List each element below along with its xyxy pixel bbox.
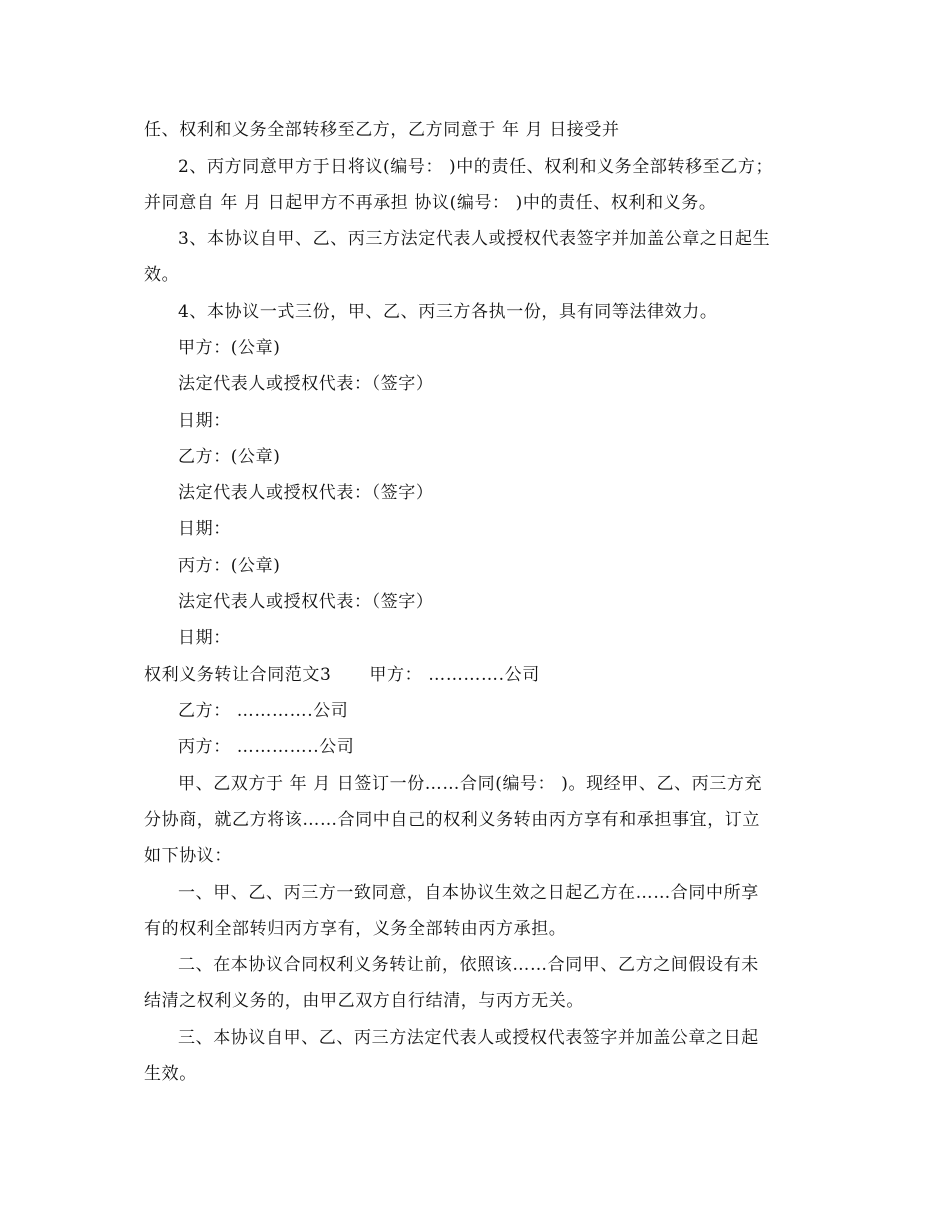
paragraph-line: 有的权利全部转归丙方享有，义务全部转由丙方承担。 <box>144 919 567 939</box>
paragraph-line: 如下协议： <box>144 846 232 866</box>
signature-party-a: 甲方：(公章) <box>178 338 281 358</box>
signature-party-c: 丙方：(公章) <box>178 556 281 576</box>
party-c-line: 丙方： …………..公司 <box>178 737 355 757</box>
paragraph-line: 一、甲、乙、丙三方一致同意，自本协议生效之日起乙方在……合同中所享 <box>178 883 759 903</box>
signature-rep: 法定代表人或授权代表：（签字） <box>178 592 434 612</box>
paragraph-line: 结清之权利义务的，由甲乙双方自行结清，与丙方无关。 <box>144 991 584 1011</box>
signature-rep: 法定代表人或授权代表：（签字） <box>178 374 434 394</box>
signature-date: 日期： <box>178 411 231 431</box>
paragraph-line: 任、权利和义务全部转移至乙方，乙方同意于 年 月 日接受并 <box>144 120 620 140</box>
paragraph-line: 4、本协议一式三份，甲、乙、丙三方各执一份，具有同等法律效力。 <box>178 302 718 322</box>
paragraph-line: 三、本协议自甲、乙、丙三方法定代表人或授权代表签字并加盖公章之日起 <box>178 1028 759 1048</box>
paragraph-line: 效。 <box>144 265 180 285</box>
paragraph-line: 3、本协议自甲、乙、丙三方法定代表人或授权代表签字并加盖公章之日起生 <box>178 229 771 249</box>
section-party-a: 甲方： ………….公司 <box>369 665 540 685</box>
signature-rep: 法定代表人或授权代表：（签字） <box>178 483 434 503</box>
paragraph-line: 甲、乙双方于 年 月 日签订一份……合同(编号： )。现经甲、乙、丙三方充 <box>178 774 763 794</box>
signature-party-b: 乙方：(公章) <box>178 447 281 467</box>
paragraph-line: 并同意自 年 月 日起甲方不再承担 协议(编号： )中的责任、权利和义务。 <box>144 193 717 213</box>
signature-date: 日期： <box>178 628 231 648</box>
section-heading-line <box>144 664 540 686</box>
party-b-line: 乙方： ………….公司 <box>178 701 349 721</box>
paragraph-line: 2、丙方同意甲方于日将议(编号： )中的责任、权利和义务全部转移至乙方； <box>178 157 774 177</box>
section-title: 权利义务转让合同范文3 <box>144 665 332 685</box>
paragraph-line: 分协商，就乙方将该……合同中自己的权利义务转由丙方享有和承担事宜，订立 <box>144 810 760 830</box>
paragraph-line: 生效。 <box>144 1064 197 1084</box>
paragraph-line: 二、在本协议合同权利义务转让前，依照该……合同甲、乙方之间假设有未 <box>178 955 759 975</box>
signature-date: 日期： <box>178 519 231 539</box>
